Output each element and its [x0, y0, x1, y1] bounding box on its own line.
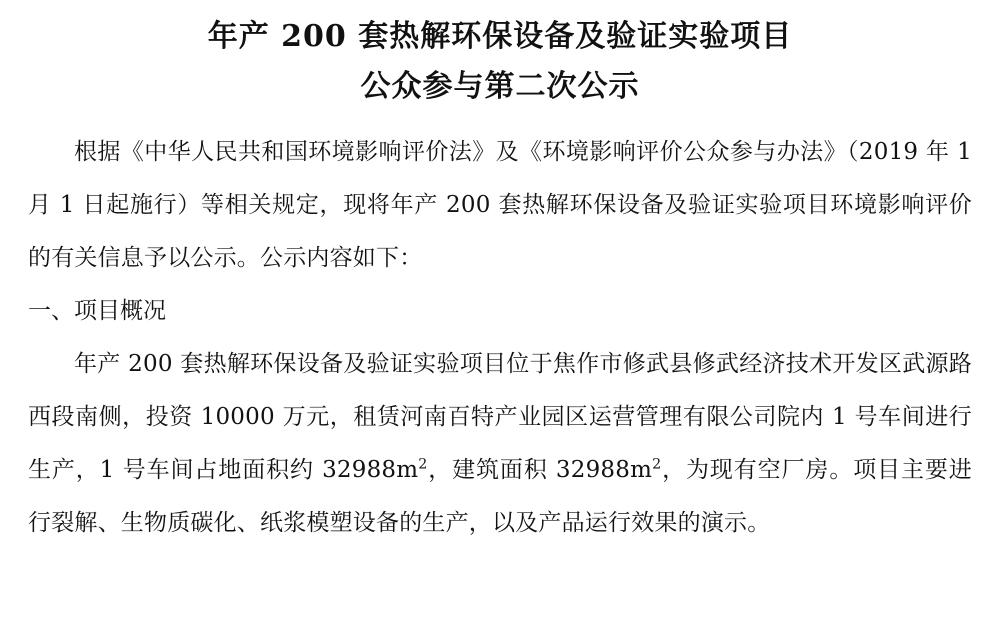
paragraph-project-overview — [28, 338, 972, 550]
page-title-line-2: 公众参与第二次公示 — [360, 69, 640, 104]
paragraph-overview-part-b: ，建筑面积 32988m — [427, 457, 653, 483]
paragraph-basis: 根据《中华人民共和国环境影响评价法》及《环境影响评价公众参与办法》（2019 年 1 月 1 日起施行）等相关规定，现将年产 200 套热解环保设备及验证实验项目环境影响评价的有关信息予以公示。公示内容如下： — [28, 139, 972, 271]
paragraph-overview-part-a: 年产 200 套热解环保设备及验证实验项目位于焦作市修武县修武经济技术开发区武源路西段南侧，投资 10000 万元，租赁河南百特产业园区运营管理有限公司院内 1 号车间进行生产，1 号车间占地面积约 32988m — [28, 351, 972, 483]
page-title-line-1: 年产 200 套热解环保设备及验证实验项目 — [207, 19, 793, 54]
section-heading-project-overview: 一、项目概况 — [28, 298, 166, 324]
unit-superscript-2: 2 — [652, 456, 662, 473]
document-title-block — [28, 14, 972, 110]
document-body — [28, 126, 972, 550]
paragraph-overview-part-c: ，为现有空厂房。项目主要进行裂解、生物质碳化、纸浆模塑设备的生产，以及产品运行效果的演示。 — [28, 457, 972, 536]
unit-superscript-1: 2 — [418, 456, 428, 473]
